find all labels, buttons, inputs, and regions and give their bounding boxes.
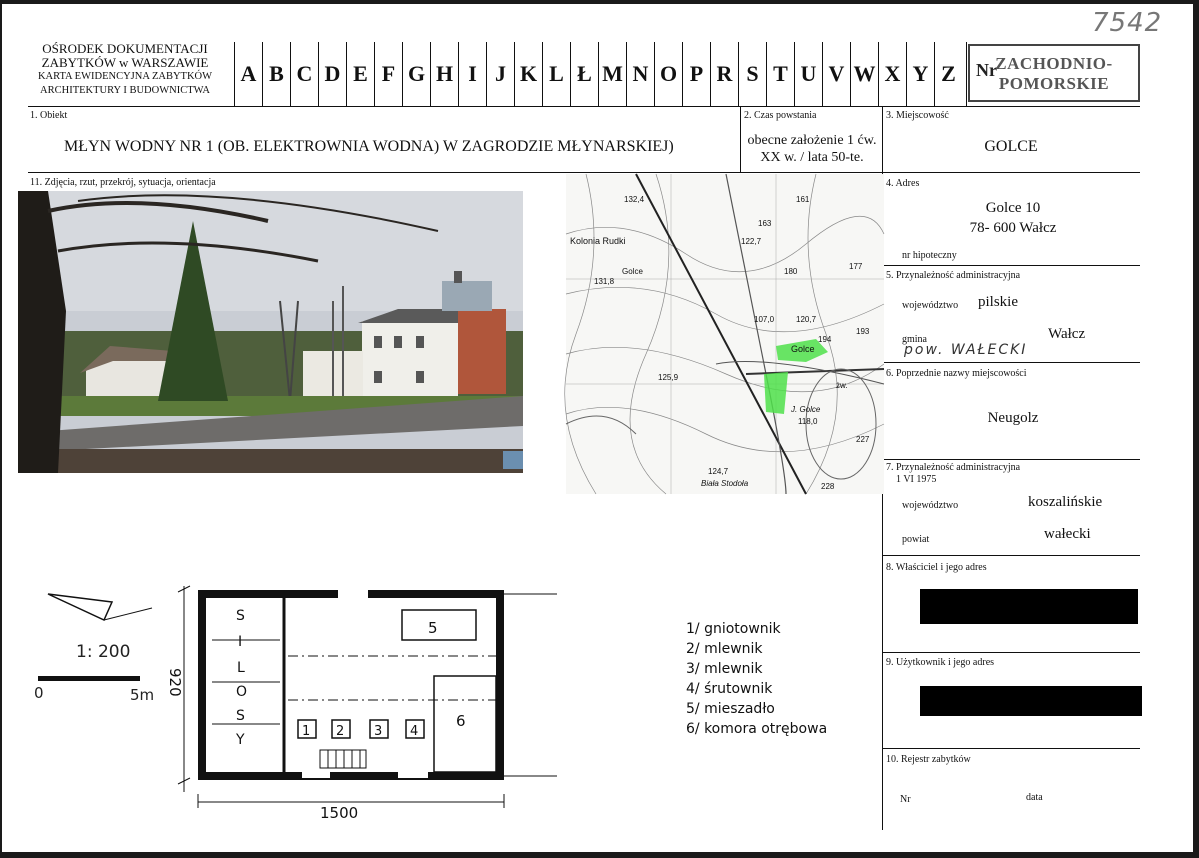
letter: Y	[906, 42, 934, 106]
map-label: Biała Stodoła	[701, 479, 749, 488]
map-label: 193	[856, 327, 870, 336]
adres-line-1: Golce 10	[985, 200, 1041, 216]
map-label: J. Golce	[791, 405, 821, 414]
room-label: 4	[410, 724, 419, 739]
region-stamp	[968, 44, 1140, 102]
redacted-user	[920, 686, 1142, 716]
czas-label: 2. Czas powstania	[744, 110, 817, 121]
organization-header	[16, 42, 234, 98]
handwritten-number: 7542	[1092, 8, 1163, 38]
powiat-label: powiat	[902, 534, 930, 545]
org-line-2: ZABYTKÓW w WARSZAWIE	[41, 55, 209, 70]
powiat-value: wałecki	[1044, 526, 1091, 542]
letter: C	[290, 42, 318, 106]
map-label: Golce	[622, 267, 643, 276]
nr-hipoteczny-label: nr hipoteczny	[902, 250, 957, 261]
wojewodztwo-value: pilskie	[978, 294, 1018, 310]
silos-letter: S	[236, 608, 245, 624]
poprzednie-label: 6. Poprzednie nazwy miejscowości	[886, 368, 1027, 379]
org-line-3: KARTA EWIDENCYJNA ZABYTKÓW	[37, 71, 213, 82]
obiekt-value: MŁYN WODNY NR 1 (OB. ELEKTROWNIA WODNA) W ZAGRODZIE MŁYNARSKIEJ)	[64, 138, 674, 155]
legend-item: 3/ mlewnik	[686, 661, 763, 677]
north-arrow-icon	[42, 588, 162, 628]
wojewodztwo-1975-label: województwo	[902, 500, 959, 511]
letter: E	[346, 42, 374, 106]
rejestr-nr-label: Nr	[900, 794, 911, 805]
letter: D	[318, 42, 346, 106]
map-label: 163	[758, 219, 772, 228]
map-label: 125,9	[658, 373, 679, 382]
letter: A	[234, 42, 262, 106]
map-label: Kolonia Rudki	[570, 236, 626, 246]
miejscowosc-value: GOLCE	[984, 138, 1038, 155]
nr-prefix: Nr	[976, 60, 997, 80]
org-line-1: OŚRODEK DOKUMENTACJI	[42, 41, 208, 56]
plan-scale: 1: 200	[76, 642, 131, 662]
letter: M	[598, 42, 626, 106]
czas-value	[742, 132, 882, 166]
silos-letter: Y	[236, 732, 245, 748]
map-label: 124,7	[708, 467, 729, 476]
letter: K	[514, 42, 542, 106]
letter: J	[486, 42, 514, 106]
map-label: 122,7	[741, 237, 762, 246]
przynaleznosc-1975-label: 7. Przynależność administracyjna	[886, 462, 1021, 473]
rejestr-data-label: data	[1026, 792, 1043, 803]
zdjecia-label: 11. Zdjęcia, rzut, przekrój, sytuacja, orientacja	[30, 177, 216, 188]
czas-line-1: obecne założenie 1 ćw.	[747, 133, 877, 148]
adres-label: 4. Adres	[886, 178, 920, 189]
silos-letter: O	[236, 684, 248, 700]
map-label: 180	[784, 267, 798, 276]
poprzednie-value: Neugolz	[987, 410, 1039, 426]
building-photo	[18, 191, 523, 473]
redacted-owner	[920, 589, 1138, 624]
wojewodztwo-1975-value: koszalińskie	[1028, 494, 1103, 510]
adres-value	[884, 198, 1142, 238]
map-label: 161	[796, 195, 810, 204]
silos-letter: L	[237, 660, 245, 676]
czas-line-2: XX w. / lata 50-te.	[760, 150, 864, 165]
map-label: 228	[821, 482, 835, 491]
obiekt-label: 1. Obiekt	[30, 110, 68, 121]
map-label: 177	[849, 262, 863, 271]
uzytkownik-label: 9. Użytkownik i jego adres	[886, 657, 995, 668]
letter: R	[710, 42, 738, 106]
map-label: Golce	[791, 344, 815, 354]
letter: H	[430, 42, 458, 106]
map-label: 227	[856, 435, 870, 444]
wlasciciel-label: 8. Właściciel i jego adres	[886, 562, 987, 573]
map-label: 107,0	[754, 315, 775, 324]
floor-plan	[162, 582, 562, 822]
rejestr-label: 10. Rejestr zabytków	[886, 754, 971, 765]
room-label: 2	[336, 724, 345, 739]
legend-item: 6/ komora otrębowa	[686, 721, 828, 737]
map-label: 118,0	[798, 417, 818, 426]
letter: X	[878, 42, 906, 106]
letter: L	[542, 42, 570, 106]
letter: F	[374, 42, 402, 106]
map-label: 120,7	[796, 315, 817, 324]
plan-legend	[686, 619, 827, 739]
miejscowosc-label: 3. Miejscowość	[886, 110, 949, 121]
map-label: 194	[818, 335, 832, 344]
gmina-label: gmina	[902, 334, 927, 345]
stamp-line-1: ZACHODNIO-	[995, 54, 1113, 73]
letter: N	[626, 42, 654, 106]
letter: U	[794, 42, 822, 106]
map-label: 131,8	[594, 277, 615, 286]
stamp-line-2: POMORSKIE	[998, 74, 1110, 93]
plan-width-dimension: 1500	[320, 804, 359, 822]
map-label: 132,4	[624, 195, 645, 204]
gmina-value: Wałcz	[1048, 326, 1086, 342]
letter: Ł	[570, 42, 598, 106]
letter: T	[766, 42, 794, 106]
przynaleznosc-label: 5. Przynależność administracyjna	[886, 270, 1021, 281]
scale-bar-start: 0	[34, 684, 44, 702]
room-label: 5	[428, 619, 438, 637]
alphabet-index	[234, 42, 962, 106]
letter: P	[682, 42, 710, 106]
legend-item: 4/ śrutownik	[686, 681, 773, 697]
letter: W	[850, 42, 878, 106]
gmina-handwritten-note: pow. WAŁECKI	[904, 342, 1028, 358]
room-label: 6	[456, 712, 466, 730]
scale-bar	[38, 676, 140, 681]
adres-line-2: 78- 600 Wałcz	[969, 220, 1057, 236]
map-label: żw.	[836, 381, 848, 390]
silos-letter: S	[236, 708, 245, 724]
letter: O	[654, 42, 682, 106]
legend-item: 1/ gniotownik	[686, 621, 781, 637]
legend-item: 5/ mieszadło	[686, 701, 775, 717]
letter: S	[738, 42, 766, 106]
room-label: 3	[374, 724, 383, 739]
letter: I	[458, 42, 486, 106]
letter: B	[262, 42, 290, 106]
letter: Z	[934, 42, 962, 106]
wojewodztwo-label: województwo	[902, 300, 959, 311]
scale-bar-end: 5m	[130, 686, 155, 704]
silos-letter: I	[238, 634, 243, 650]
letter: V	[822, 42, 850, 106]
legend-item: 2/ mlewnik	[686, 641, 763, 657]
letter: G	[402, 42, 430, 106]
room-label: 1	[302, 724, 311, 739]
plan-height-dimension: 920	[166, 668, 184, 697]
org-line-4: ARCHITEKTURY I BUDOWNICTWA	[40, 85, 210, 96]
record-card	[2, 4, 1193, 852]
przynaleznosc-1975-date: 1 VI 1975	[896, 474, 937, 485]
topographic-map	[566, 174, 884, 494]
